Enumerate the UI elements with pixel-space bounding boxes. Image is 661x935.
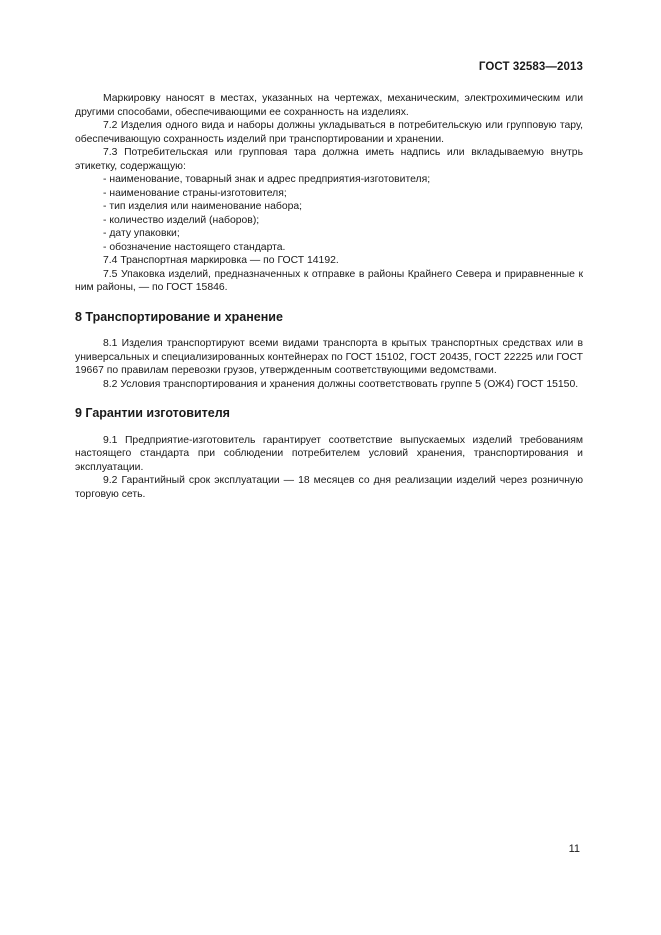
paragraph-marking: Маркировку наносят в местах, указанных на чертежах, механическим, электрохимическим или другими способами, обеспечивающими ее сохранность на изделиях.: [75, 93, 583, 118]
paragraph-7-4: 7.4 Транспортная маркировка — по ГОСТ 14192.: [103, 255, 339, 266]
list-item: - наименование страны-изготовителя;: [103, 187, 287, 199]
paragraph-7-5: 7.5 Упаковка изделий, предназначенных к отправке в районы Крайнего Севера и приравненные к ним районы, — по ГОСТ 15846.: [75, 268, 583, 293]
paragraph-7-2: 7.2 Изделия одного вида и наборы должны укладываться в потребительскую или групповую тару, обеспечивающую сохранность изделий при транспортировании и хранении.: [75, 120, 583, 145]
section-9-heading: 9 Гарантии изготовителя: [75, 406, 230, 420]
document-body: [75, 92, 583, 501]
label-contents-list: [75, 173, 583, 254]
page-number: 11: [568, 843, 580, 855]
list-item: - обозначение настоящего стандарта.: [103, 241, 286, 253]
list-item: - дату упаковки;: [103, 228, 180, 239]
paragraph-7-3: 7.3 Потребительская или групповая тара должна иметь надпись или вкладываемую внутрь этикетку, содержащую:: [75, 147, 583, 172]
standard-code-header: ГОСТ 32583—2013: [478, 61, 583, 73]
section-8-heading: 8 Транспортирование и хранение: [75, 309, 283, 324]
list-item: - количество изделий (наборов);: [103, 214, 260, 226]
list-item: - тип изделия или наименование набора;: [103, 201, 303, 212]
paragraph-8-1: 8.1 Изделия транспортируют всеми видами транспорта в крытых транспортных средствах или в универсальных и специализированных контейнерах по ГОСТ 15102, ГОСТ 20435, ГОСТ 22225 или ГОСТ 19667 по правилам перевозки грузов, утвержденным соответствующими ведомствами.: [75, 338, 583, 376]
paragraph-8-2: 8.2 Условия транспортирования и хранения должны соответствовать группе 5 (ОЖ4) ГОСТ 15150.: [103, 378, 579, 390]
paragraph-9-2: 9.2 Гарантийный срок эксплуатации — 18 месяцев со дня реализации изделий через розничную торговую сеть.: [75, 475, 583, 500]
list-item: - наименование, товарный знак и адрес предприятия-изготовителя;: [103, 174, 431, 185]
paragraph-9-1: 9.1 Предприятие-изготовитель гарантирует соответствие выпускаемых изделий требованиям настоящего стандарта при соблюдении потребителем условий хранения, транспортирования и эксплуатации.: [75, 434, 583, 473]
